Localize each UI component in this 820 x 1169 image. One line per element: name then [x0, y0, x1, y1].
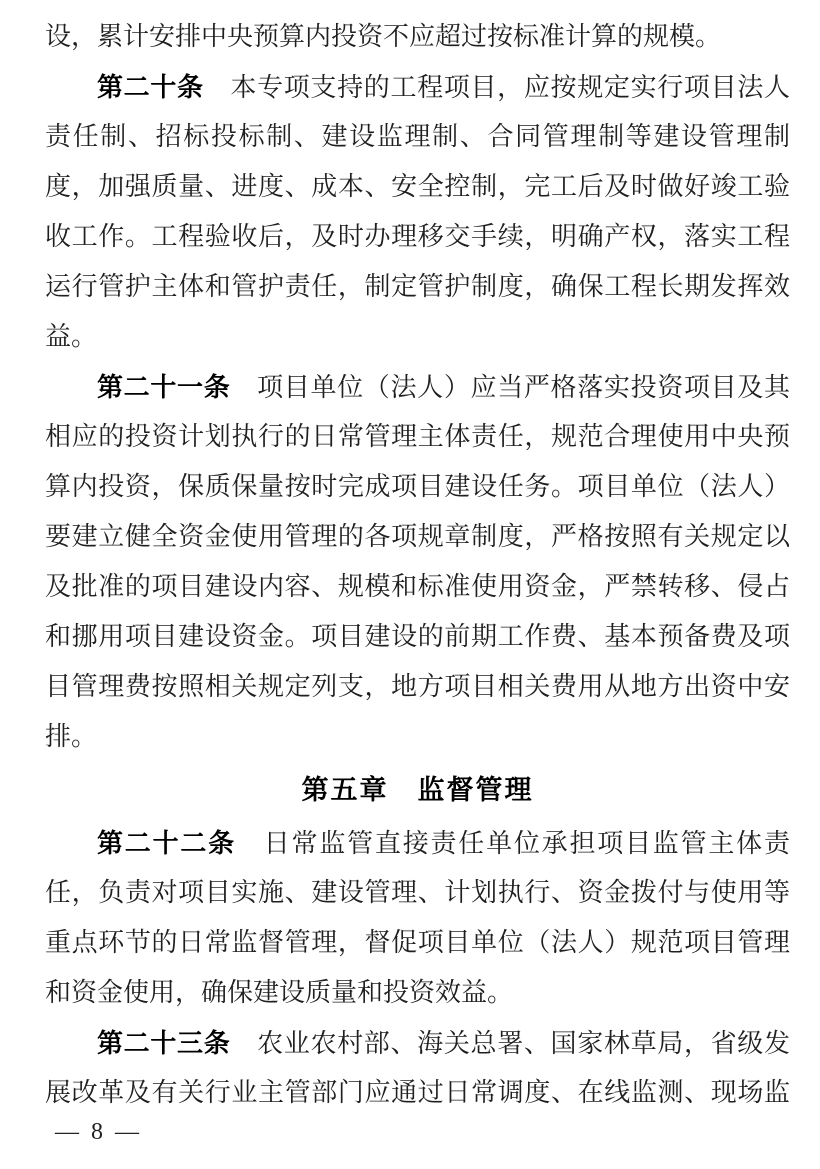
text-line: [45, 1018, 790, 1068]
text-line: [45, 62, 790, 112]
body-text: 益。: [45, 322, 98, 351]
article-number-label: 第二十一条: [97, 372, 231, 402]
body-text: 项目单位（法人）应当严格落实投资项目及其: [230, 373, 790, 402]
body-text: 设，累计安排中央预算内投资不应超过按标准计算的规模。: [45, 22, 722, 51]
text-line: [45, 868, 790, 918]
text-line: [45, 512, 790, 562]
body-text: 和挪用项目建设资金。项目建设的前期工作费、基本预备费及项: [45, 622, 790, 651]
text-line: [45, 712, 790, 762]
text-line: [45, 362, 790, 412]
article-number-label: 第二十三条: [97, 1028, 231, 1058]
body-text: 及批准的项目建设内容、规模和标准使用资金，严禁转移、侵占: [45, 572, 790, 601]
text-line: [45, 462, 790, 512]
body-text: 展改革及有关行业主管部门应通过日常调度、在线监测、现场监: [45, 1078, 790, 1107]
text-line: [45, 162, 790, 212]
body-text: 相应的投资计划执行的日常管理主体责任，规范合理使用中央预: [45, 422, 790, 451]
text-line: [45, 312, 790, 362]
text-line: [45, 562, 790, 612]
text-line: [45, 112, 790, 162]
article-number-label: 第二十条: [97, 72, 204, 102]
body-text: 要建立健全资金使用管理的各项规章制度，严格按照有关规定以: [45, 522, 790, 551]
body-text: 收工作。工程验收后，及时办理移交手续，明确产权，落实工程: [45, 222, 790, 251]
text-line: [45, 212, 790, 262]
text-line: [45, 662, 790, 712]
text-line: [45, 1068, 790, 1118]
body-text: 目管理费按照相关规定列支，地方项目相关费用从地方出资中安: [45, 672, 790, 701]
chapter-heading: [45, 762, 790, 818]
body-text: 和资金使用，确保建设质量和投资效益。: [45, 978, 514, 1007]
body-text: 重点环节的日常监督管理，督促项目单位（法人）规范项目管理: [45, 928, 790, 957]
body-text: 排。: [45, 722, 98, 751]
body-text: 算内投资，保质保量按时完成项目建设任务。项目单位（法人）: [45, 472, 790, 501]
body-text: 任，负责对项目实施、建设管理、计划执行、资金拨付与使用等: [45, 878, 790, 907]
body-text: 度，加强质量、进度、成本、安全控制，完工后及时做好竣工验: [45, 172, 790, 201]
article-number-label: 第二十二条: [97, 828, 236, 858]
text-line: [45, 918, 790, 968]
body-text: 日常监管直接责任单位承担项目监管主体责: [235, 829, 790, 858]
text-line: [45, 262, 790, 312]
text-line: [45, 412, 790, 462]
text-line: [45, 12, 790, 62]
text-line: [45, 968, 790, 1018]
body-text: 运行管护主体和管护责任，制定管护制度，确保工程长期发挥效: [45, 272, 790, 301]
body-text: 本专项支持的工程项目，应按规定实行项目法人: [203, 73, 790, 102]
text-line: [45, 818, 790, 868]
body-text: 农业农村部、海关总署、国家林草局，省级发: [230, 1029, 790, 1058]
text-line: [45, 612, 790, 662]
body-text: 责任制、招标投标制、建设监理制、合同管理制等建设管理制: [45, 122, 790, 151]
document-content: [45, 12, 790, 1118]
page-number: — 8 —: [55, 1119, 142, 1145]
chapter-heading-text: 第五章 监督管理: [301, 775, 534, 805]
